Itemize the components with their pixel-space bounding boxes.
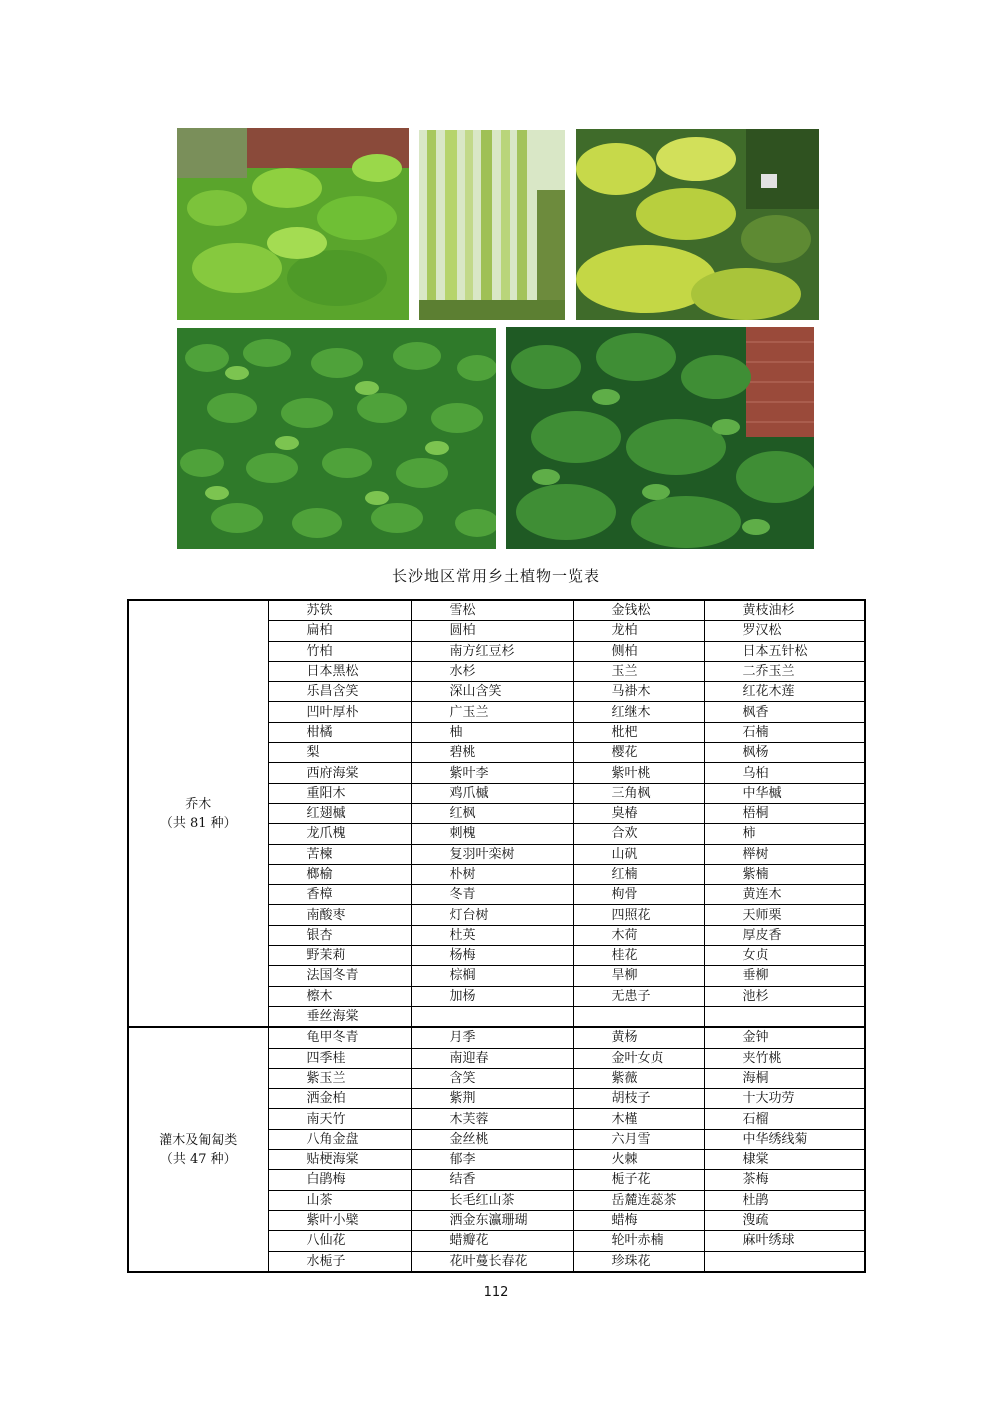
plant-name-cell: 石榴 xyxy=(704,1109,865,1129)
plant-name-cell: 石楠 xyxy=(704,722,865,742)
plant-name-cell: 中华绣线菊 xyxy=(704,1129,865,1149)
plant-name-cell: 刺槐 xyxy=(411,824,573,844)
plant-name-cell: 野茉莉 xyxy=(268,946,411,966)
plant-name-cell: 岳麓连蕊茶 xyxy=(573,1190,704,1210)
pruned-shrubs-photo xyxy=(576,129,819,320)
plant-name-cell: 无患子 xyxy=(573,986,704,1006)
plant-name-cell: 黄杨 xyxy=(573,1027,704,1048)
plant-name-cell: 红翅槭 xyxy=(268,803,411,823)
plant-name-cell: 洒金柏 xyxy=(268,1089,411,1109)
plant-name-cell: 二乔玉兰 xyxy=(704,661,865,681)
plant-name-cell: 四季桂 xyxy=(268,1048,411,1068)
plant-name-cell: 罗汉松 xyxy=(704,621,865,641)
plant-name-cell: 栀子花 xyxy=(573,1170,704,1190)
plant-name-cell: 海桐 xyxy=(704,1068,865,1088)
page-number: 112 xyxy=(483,1285,509,1300)
plant-name-cell: 南酸枣 xyxy=(268,905,411,925)
plant-name-cell: 柚 xyxy=(411,722,573,742)
plant-name-cell: 八角金盘 xyxy=(268,1129,411,1149)
plant-name-cell: 杨梅 xyxy=(411,946,573,966)
plant-name-cell: 厚皮香 xyxy=(704,925,865,945)
plant-name-cell: 紫荆 xyxy=(411,1089,573,1109)
native-plants-table xyxy=(127,599,866,1273)
category-cell xyxy=(128,1027,268,1272)
plant-name-cell: 侧柏 xyxy=(573,641,704,661)
plant-name-cell: 朴树 xyxy=(411,864,573,884)
plant-name-cell: 广玉兰 xyxy=(411,702,573,722)
plant-name-cell: 三角枫 xyxy=(573,783,704,803)
plant-name-cell: 柿 xyxy=(704,824,865,844)
plant-name-cell: 枸骨 xyxy=(573,885,704,905)
plant-name-cell: 麻叶绣球 xyxy=(704,1231,865,1251)
plant-name-cell: 龟甲冬青 xyxy=(268,1027,411,1048)
plant-name-cell: 月季 xyxy=(411,1027,573,1048)
plant-name-cell: 杜鹃 xyxy=(704,1190,865,1210)
plant-name-cell: 重阳木 xyxy=(268,783,411,803)
plant-name-cell: 天师栗 xyxy=(704,905,865,925)
plant-name-cell: 郁李 xyxy=(411,1150,573,1170)
plant-name-cell: 洒金东瀛珊瑚 xyxy=(411,1210,573,1230)
plants-table-body xyxy=(128,600,865,1272)
plant-name-cell: 十大功劳 xyxy=(704,1089,865,1109)
plant-name-cell: 金钱松 xyxy=(573,600,704,621)
plant-name-cell: 花叶蔓长春花 xyxy=(411,1251,573,1272)
plant-name-cell: 南方红豆杉 xyxy=(411,641,573,661)
plant-name-cell: 冬青 xyxy=(411,885,573,905)
plant-name-cell: 金钟 xyxy=(704,1027,865,1048)
plant-name-cell: 龙柏 xyxy=(573,621,704,641)
plant-name-cell: 乌桕 xyxy=(704,763,865,783)
plant-name-cell: 法国冬青 xyxy=(268,966,411,986)
plant-name-cell: 雪松 xyxy=(411,600,573,621)
plant-name-cell: 池杉 xyxy=(704,986,865,1006)
plant-name-cell xyxy=(704,1251,865,1272)
plant-name-cell: 复羽叶栾树 xyxy=(411,844,573,864)
plant-name-cell: 结香 xyxy=(411,1170,573,1190)
ivy-wall-photo xyxy=(177,328,496,549)
plant-name-cell: 杜英 xyxy=(411,925,573,945)
plant-name-cell: 红继木 xyxy=(573,702,704,722)
plant-name-cell: 枇杷 xyxy=(573,722,704,742)
plant-name-cell: 中华槭 xyxy=(704,783,865,803)
plant-name-cell: 黄连木 xyxy=(704,885,865,905)
plant-name-cell: 旱柳 xyxy=(573,966,704,986)
plant-name-cell: 银杏 xyxy=(268,925,411,945)
plant-name-cell: 马褂木 xyxy=(573,682,704,702)
plant-name-cell: 紫叶李 xyxy=(411,763,573,783)
plant-name-cell: 西府海棠 xyxy=(268,763,411,783)
plant-name-cell: 桂花 xyxy=(573,946,704,966)
bamboo-photo xyxy=(419,130,565,320)
plant-name-cell: 红楠 xyxy=(573,864,704,884)
plant-name-cell: 紫薇 xyxy=(573,1068,704,1088)
plant-name-cell: 木荷 xyxy=(573,925,704,945)
plant-name-cell: 紫叶小檗 xyxy=(268,1210,411,1230)
plant-name-cell: 金叶女贞 xyxy=(573,1048,704,1068)
plant-name-cell: 深山含笑 xyxy=(411,682,573,702)
plant-name-cell: 木槿 xyxy=(573,1109,704,1129)
category-name: 灌木及匍匐类 xyxy=(159,1132,238,1148)
plant-name-cell: 苏铁 xyxy=(268,600,411,621)
plant-name-cell: 枫香 xyxy=(704,702,865,722)
plant-name-cell: 玉兰 xyxy=(573,661,704,681)
table-caption: 长沙地区常用乡土植物一览表 xyxy=(391,567,600,585)
plant-name-cell: 灯台树 xyxy=(411,905,573,925)
plant-name-cell: 紫叶桃 xyxy=(573,763,704,783)
category-name: 乔木 xyxy=(185,796,212,812)
plant-name-cell: 南迎春 xyxy=(411,1048,573,1068)
plant-name-cell: 碧桃 xyxy=(411,743,573,763)
plant-name-cell: 红枫 xyxy=(411,803,573,823)
plant-name-cell: 龙爪槐 xyxy=(268,824,411,844)
plant-name-cell: 垂丝海棠 xyxy=(268,1006,411,1027)
plant-name-cell: 棣棠 xyxy=(704,1150,865,1170)
plant-name-cell: 夹竹桃 xyxy=(704,1048,865,1068)
plant-name-cell: 金丝桃 xyxy=(411,1129,573,1149)
plant-name-cell: 枫杨 xyxy=(704,743,865,763)
plant-name-cell: 紫玉兰 xyxy=(268,1068,411,1088)
plant-name-cell: 六月雪 xyxy=(573,1129,704,1149)
plant-name-cell: 榔榆 xyxy=(268,864,411,884)
plant-name-cell: 樱花 xyxy=(573,743,704,763)
plant-name-cell: 水杉 xyxy=(411,661,573,681)
plant-name-cell: 垂柳 xyxy=(704,966,865,986)
plant-name-cell: 女贞 xyxy=(704,946,865,966)
plant-name-cell: 檫木 xyxy=(268,986,411,1006)
plant-name-cell: 茶梅 xyxy=(704,1170,865,1190)
plant-name-cell: 长毛红山茶 xyxy=(411,1190,573,1210)
table-row xyxy=(128,600,865,621)
plant-name-cell: 八仙花 xyxy=(268,1231,411,1251)
plant-name-cell: 梧桐 xyxy=(704,803,865,823)
plant-name-cell: 凹叶厚朴 xyxy=(268,702,411,722)
plant-name-cell: 日本黑松 xyxy=(268,661,411,681)
plant-name-cell: 山矾 xyxy=(573,844,704,864)
plant-name-cell: 贴梗海棠 xyxy=(268,1150,411,1170)
plant-name-cell: 水栀子 xyxy=(268,1251,411,1272)
plant-name-cell: 乐昌含笑 xyxy=(268,682,411,702)
plant-name-cell: 鸡爪槭 xyxy=(411,783,573,803)
plant-name-cell: 苦楝 xyxy=(268,844,411,864)
plant-name-cell: 溲疏 xyxy=(704,1210,865,1230)
plant-name-cell: 加杨 xyxy=(411,986,573,1006)
plant-name-cell: 紫楠 xyxy=(704,864,865,884)
plant-name-cell: 南天竹 xyxy=(268,1109,411,1129)
plant-name-cell: 山茶 xyxy=(268,1190,411,1210)
plant-name-cell: 扁柏 xyxy=(268,621,411,641)
plant-name-cell: 蜡梅 xyxy=(573,1210,704,1230)
plant-name-cell: 四照花 xyxy=(573,905,704,925)
plant-name-cell: 榉树 xyxy=(704,844,865,864)
plant-name-cell: 红花木莲 xyxy=(704,682,865,702)
plant-name-cell: 黄枝油杉 xyxy=(704,600,865,621)
plant-name-cell: 蜡瓣花 xyxy=(411,1231,573,1251)
plant-name-cell xyxy=(704,1006,865,1027)
plant-name-cell: 竹柏 xyxy=(268,641,411,661)
plant-name-cell: 合欢 xyxy=(573,824,704,844)
category-cell xyxy=(128,600,268,1027)
plant-name-cell: 白鹃梅 xyxy=(268,1170,411,1190)
plant-name-cell: 含笑 xyxy=(411,1068,573,1088)
plant-name-cell: 圆柏 xyxy=(411,621,573,641)
plant-name-cell: 轮叶赤楠 xyxy=(573,1231,704,1251)
category-count: （共 81 种） xyxy=(159,815,237,831)
plant-name-cell: 柑橘 xyxy=(268,722,411,742)
climbing-vine-photo xyxy=(506,327,814,549)
category-count: （共 47 种） xyxy=(159,1151,237,1167)
plant-name-cell: 香樟 xyxy=(268,885,411,905)
plant-name-cell: 胡枝子 xyxy=(573,1089,704,1109)
plant-name-cell: 臭椿 xyxy=(573,803,704,823)
shrub-leaves-photo xyxy=(177,128,409,320)
plant-name-cell: 木芙蓉 xyxy=(411,1109,573,1129)
table-row xyxy=(128,1027,865,1048)
plant-name-cell: 棕榈 xyxy=(411,966,573,986)
plant-name-cell: 火棘 xyxy=(573,1150,704,1170)
plant-name-cell: 梨 xyxy=(268,743,411,763)
plant-name-cell: 珍珠花 xyxy=(573,1251,704,1272)
plant-name-cell: 日本五针松 xyxy=(704,641,865,661)
plant-name-cell xyxy=(573,1006,704,1027)
plant-name-cell xyxy=(411,1006,573,1027)
